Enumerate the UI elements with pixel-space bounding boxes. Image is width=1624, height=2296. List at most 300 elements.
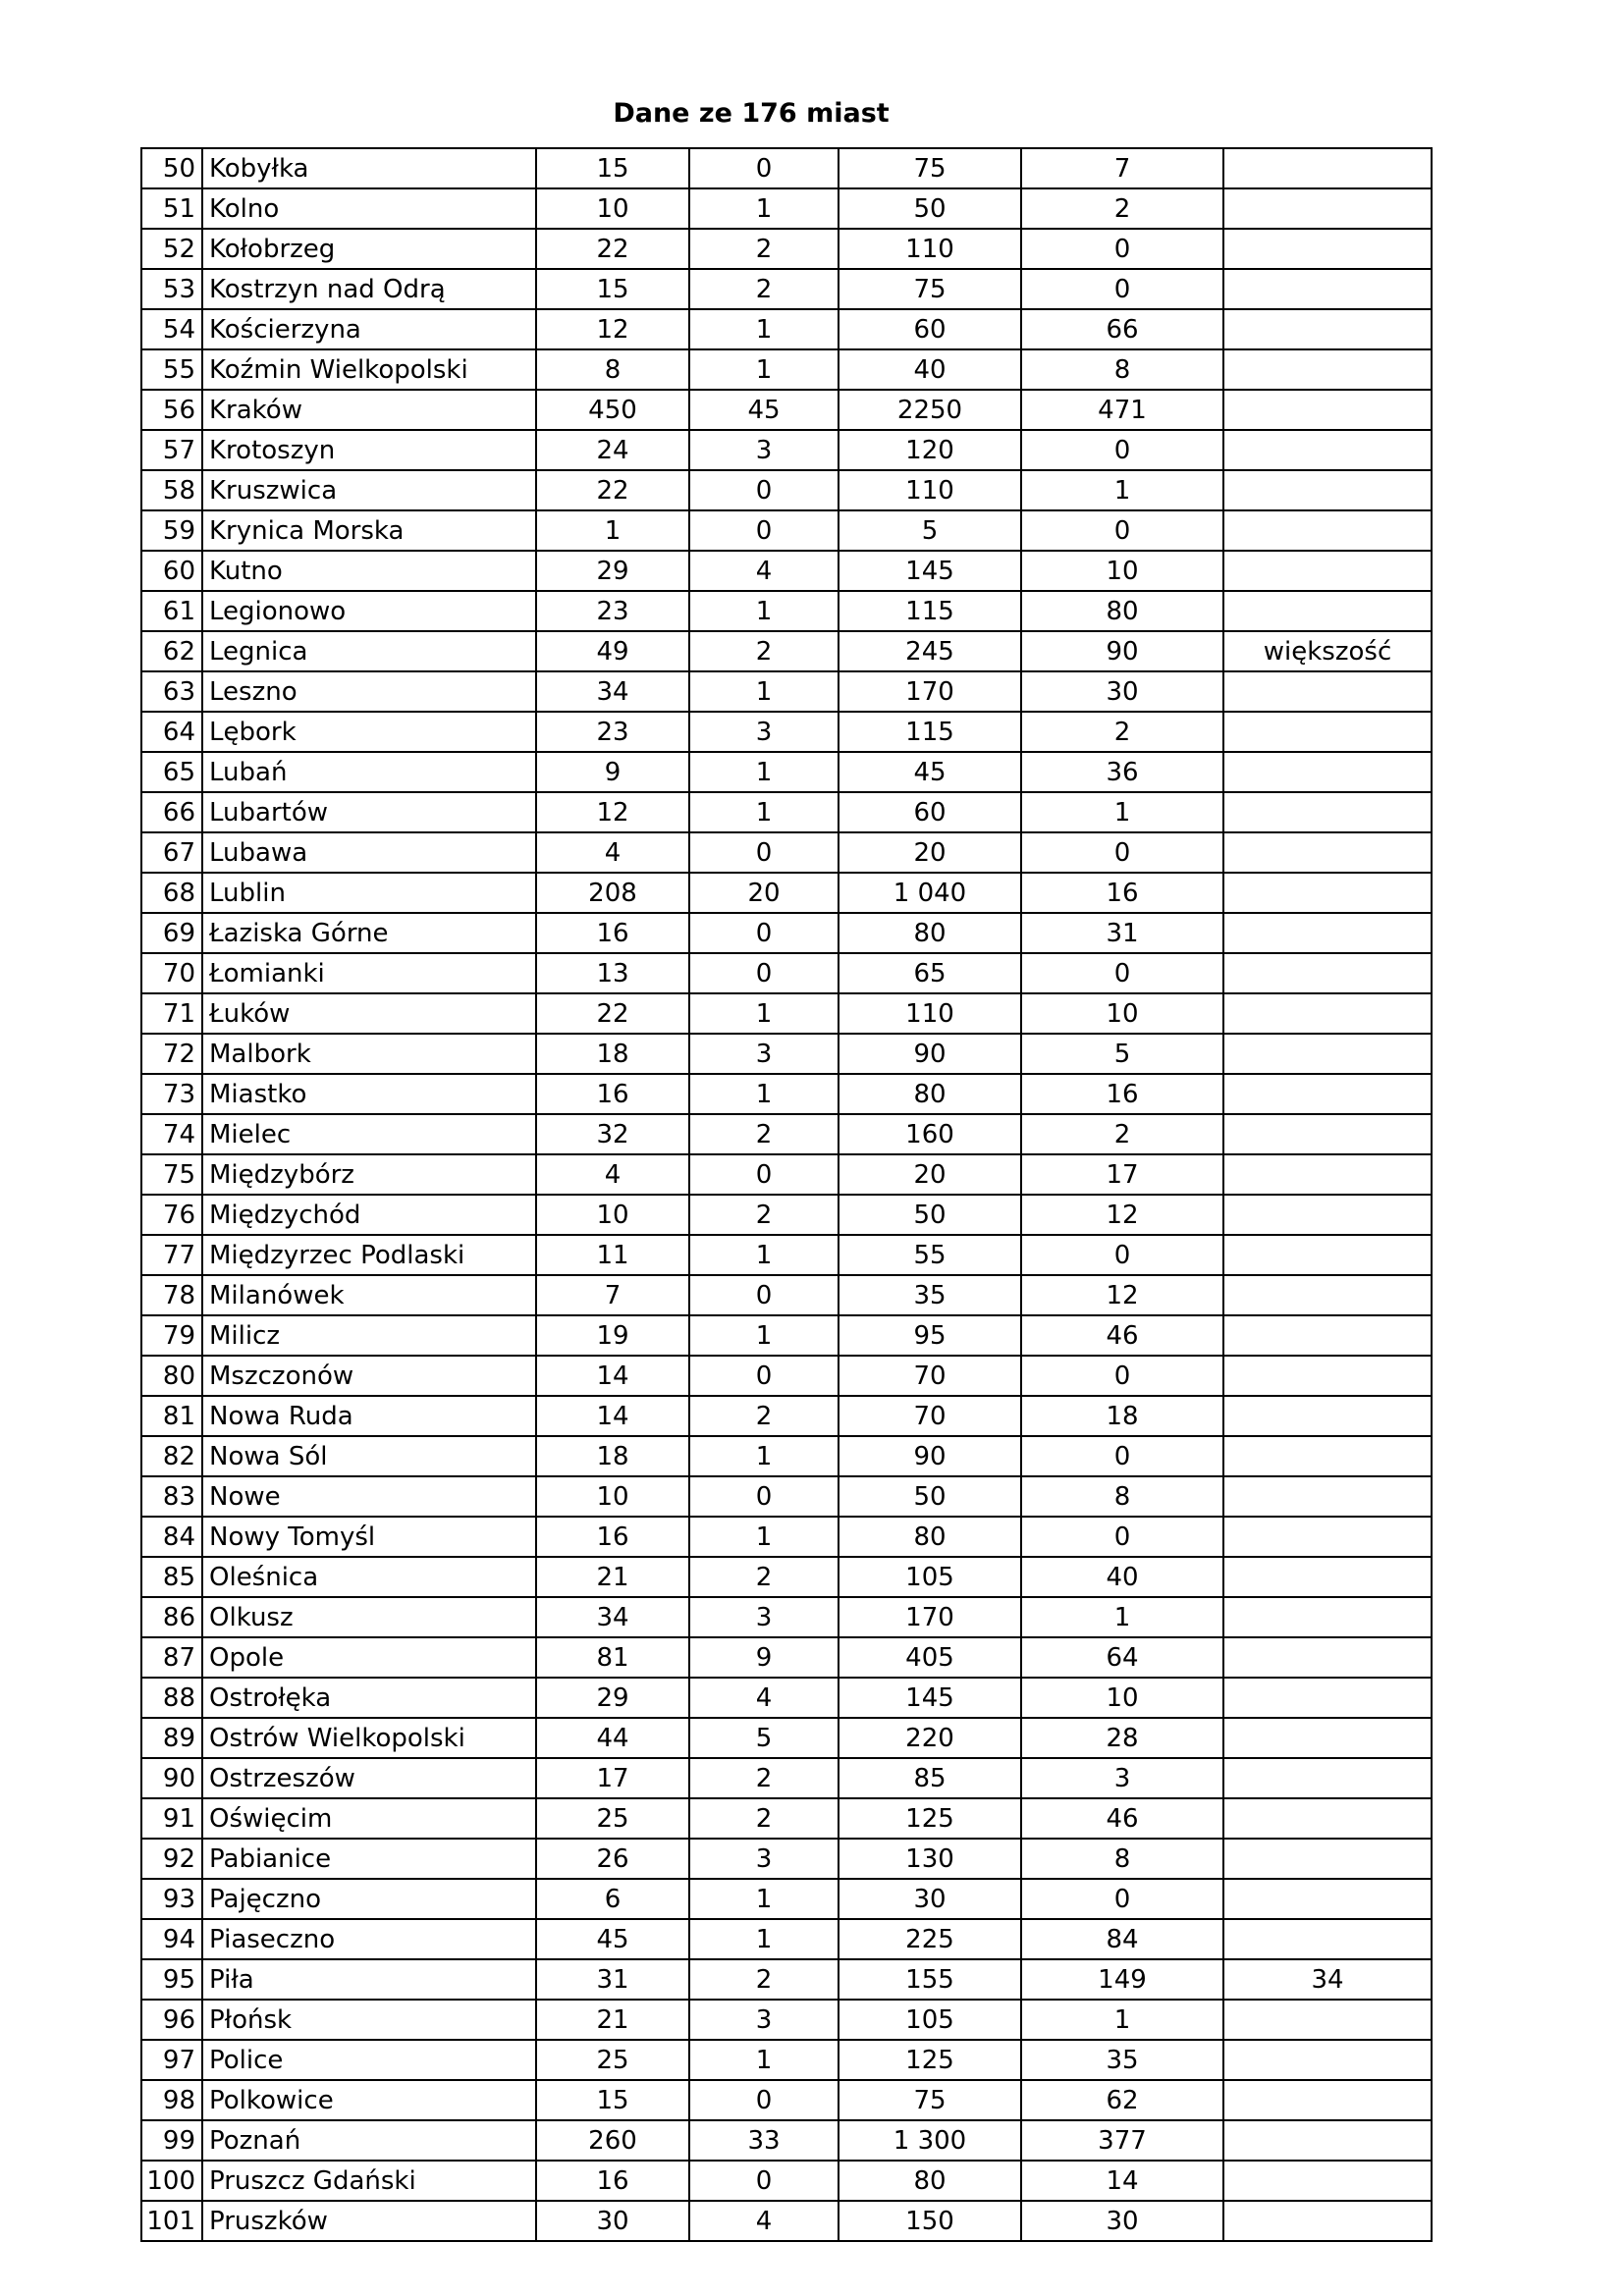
note-cell [1223,269,1432,309]
value-2-cell: 1 [689,1315,839,1356]
table-row [141,1476,1432,1517]
value-2-cell: 2 [689,1758,839,1798]
table-row [141,2161,1432,2201]
value-3-cell: 50 [839,1195,1021,1235]
table-row [141,1959,1432,2000]
table-row [141,591,1432,631]
value-2-cell: 2 [689,631,839,671]
value-2-cell: 0 [689,2161,839,2201]
row-number-cell: 71 [141,993,202,1034]
table-row [141,1396,1432,1436]
value-1-cell: 11 [536,1235,689,1275]
row-number-cell: 83 [141,1476,202,1517]
city-name-cell: Lubartów [202,792,536,832]
value-3-cell: 75 [839,269,1021,309]
value-4-cell: 30 [1021,2201,1223,2241]
value-1-cell: 30 [536,2201,689,2241]
value-1-cell: 6 [536,1879,689,1919]
value-4-cell: 0 [1021,953,1223,993]
value-4-cell: 2 [1021,188,1223,229]
city-name-cell: Łaziska Górne [202,913,536,953]
city-name-cell: Malbork [202,1034,536,1074]
value-3-cell: 170 [839,1597,1021,1637]
value-4-cell: 5 [1021,1034,1223,1074]
value-4-cell: 0 [1021,430,1223,470]
city-name-cell: Lubawa [202,832,536,873]
value-2-cell: 1 [689,2040,839,2080]
value-4-cell: 8 [1021,1476,1223,1517]
city-name-cell: Nowa Sól [202,1436,536,1476]
table-row [141,1154,1432,1195]
value-4-cell: 10 [1021,1678,1223,1718]
city-name-cell: Kolno [202,188,536,229]
table-row [141,792,1432,832]
value-1-cell: 450 [536,390,689,430]
value-2-cell: 4 [689,2201,839,2241]
value-3-cell: 60 [839,792,1021,832]
value-1-cell: 10 [536,1195,689,1235]
value-1-cell: 32 [536,1114,689,1154]
note-cell [1223,1798,1432,1839]
table-row [141,229,1432,269]
value-1-cell: 22 [536,993,689,1034]
table-row [141,953,1432,993]
city-name-cell: Pruszków [202,2201,536,2241]
value-3-cell: 70 [839,1396,1021,1436]
table-row [141,349,1432,390]
note-cell [1223,2161,1432,2201]
value-1-cell: 16 [536,2161,689,2201]
row-number-cell: 86 [141,1597,202,1637]
value-3-cell: 50 [839,1476,1021,1517]
city-name-cell: Kostrzyn nad Odrą [202,269,536,309]
city-name-cell: Opole [202,1637,536,1678]
table-row [141,712,1432,752]
row-number-cell: 68 [141,873,202,913]
note-cell [1223,1074,1432,1114]
note-cell [1223,1839,1432,1879]
note-cell [1223,1919,1432,1959]
value-4-cell: 14 [1021,2161,1223,2201]
value-3-cell: 70 [839,1356,1021,1396]
table-row [141,1034,1432,1074]
value-4-cell: 1 [1021,1597,1223,1637]
value-4-cell: 7 [1021,148,1223,188]
value-2-cell: 4 [689,1678,839,1718]
note-cell [1223,1154,1432,1195]
value-3-cell: 50 [839,188,1021,229]
value-1-cell: 23 [536,712,689,752]
value-1-cell: 21 [536,2000,689,2040]
value-3-cell: 125 [839,1798,1021,1839]
value-4-cell: 18 [1021,1396,1223,1436]
city-name-cell: Ostrów Wielkopolski [202,1718,536,1758]
value-1-cell: 9 [536,752,689,792]
table-row [141,1235,1432,1275]
value-2-cell: 1 [689,752,839,792]
note-cell [1223,2000,1432,2040]
row-number-cell: 97 [141,2040,202,2080]
value-4-cell: 2 [1021,712,1223,752]
value-1-cell: 26 [536,1839,689,1879]
note-cell [1223,148,1432,188]
value-4-cell: 10 [1021,993,1223,1034]
value-2-cell: 4 [689,551,839,591]
value-3-cell: 80 [839,1074,1021,1114]
value-1-cell: 4 [536,832,689,873]
row-number-cell: 85 [141,1557,202,1597]
value-2-cell: 0 [689,1356,839,1396]
value-4-cell: 0 [1021,510,1223,551]
note-cell [1223,1678,1432,1718]
row-number-cell: 63 [141,671,202,712]
value-2-cell: 0 [689,832,839,873]
value-4-cell: 149 [1021,1959,1223,2000]
value-3-cell: 170 [839,671,1021,712]
city-name-cell: Leszno [202,671,536,712]
value-4-cell: 471 [1021,390,1223,430]
note-cell [1223,1597,1432,1637]
value-2-cell: 3 [689,2000,839,2040]
note-cell [1223,591,1432,631]
table-row [141,551,1432,591]
value-3-cell: 85 [839,1758,1021,1798]
value-2-cell: 3 [689,712,839,752]
table-row [141,1839,1432,1879]
value-3-cell: 20 [839,832,1021,873]
row-number-cell: 55 [141,349,202,390]
city-name-cell: Mielec [202,1114,536,1154]
city-name-cell: Krotoszyn [202,430,536,470]
value-4-cell: 8 [1021,1839,1223,1879]
city-name-cell: Kraków [202,390,536,430]
value-1-cell: 260 [536,2120,689,2161]
note-cell [1223,430,1432,470]
value-2-cell: 20 [689,873,839,913]
city-name-cell: Pajęczno [202,1879,536,1919]
city-name-cell: Police [202,2040,536,2080]
value-4-cell: 1 [1021,792,1223,832]
value-1-cell: 14 [536,1396,689,1436]
table-row [141,913,1432,953]
note-cell [1223,470,1432,510]
row-number-cell: 74 [141,1114,202,1154]
value-3-cell: 115 [839,591,1021,631]
row-number-cell: 58 [141,470,202,510]
value-2-cell: 1 [689,309,839,349]
note-cell [1223,1034,1432,1074]
table-row [141,2080,1432,2120]
note-cell [1223,1758,1432,1798]
value-4-cell: 46 [1021,1798,1223,1839]
row-number-cell: 72 [141,1034,202,1074]
value-1-cell: 18 [536,1436,689,1476]
value-1-cell: 15 [536,269,689,309]
row-number-cell: 101 [141,2201,202,2241]
city-name-cell: Nowa Ruda [202,1396,536,1436]
value-3-cell: 80 [839,2161,1021,2201]
value-1-cell: 15 [536,148,689,188]
value-2-cell: 1 [689,591,839,631]
value-3-cell: 5 [839,510,1021,551]
table-row [141,671,1432,712]
note-cell [1223,1396,1432,1436]
row-number-cell: 79 [141,1315,202,1356]
row-number-cell: 90 [141,1758,202,1798]
row-number-cell: 96 [141,2000,202,2040]
note-cell [1223,2080,1432,2120]
city-name-cell: Miastko [202,1074,536,1114]
note-cell [1223,1436,1432,1476]
value-3-cell: 160 [839,1114,1021,1154]
value-1-cell: 17 [536,1758,689,1798]
note-cell [1223,1637,1432,1678]
value-1-cell: 25 [536,2040,689,2080]
value-4-cell: 62 [1021,2080,1223,2120]
value-2-cell: 2 [689,1114,839,1154]
value-4-cell: 0 [1021,832,1223,873]
row-number-cell: 54 [141,309,202,349]
cities-table [140,147,1433,2242]
value-3-cell: 80 [839,913,1021,953]
value-4-cell: 66 [1021,309,1223,349]
value-3-cell: 80 [839,1517,1021,1557]
value-3-cell: 125 [839,2040,1021,2080]
value-2-cell: 1 [689,1919,839,1959]
note-cell [1223,551,1432,591]
value-4-cell: 35 [1021,2040,1223,2080]
table-row [141,269,1432,309]
city-name-cell: Kościerzyna [202,309,536,349]
value-2-cell: 1 [689,1879,839,1919]
value-3-cell: 40 [839,349,1021,390]
table-row [141,2120,1432,2161]
row-number-cell: 88 [141,1678,202,1718]
value-4-cell: 80 [1021,591,1223,631]
note-cell [1223,1476,1432,1517]
city-name-cell: Olkusz [202,1597,536,1637]
table-row [141,148,1432,188]
note-cell [1223,510,1432,551]
row-number-cell: 53 [141,269,202,309]
table-row [141,993,1432,1034]
value-2-cell: 1 [689,671,839,712]
city-name-cell: Koźmin Wielkopolski [202,349,536,390]
table-row [141,873,1432,913]
value-4-cell: 3 [1021,1758,1223,1798]
value-2-cell: 1 [689,188,839,229]
row-number-cell: 84 [141,1517,202,1557]
note-cell [1223,349,1432,390]
value-3-cell: 130 [839,1839,1021,1879]
city-name-cell: Lębork [202,712,536,752]
value-4-cell: 46 [1021,1315,1223,1356]
row-number-cell: 89 [141,1718,202,1758]
city-name-cell: Mszczonów [202,1356,536,1396]
row-number-cell: 51 [141,188,202,229]
value-3-cell: 145 [839,1678,1021,1718]
table-row [141,1436,1432,1476]
value-4-cell: 0 [1021,1517,1223,1557]
row-number-cell: 67 [141,832,202,873]
table-row [141,1275,1432,1315]
note-cell [1223,1315,1432,1356]
row-number-cell: 76 [141,1195,202,1235]
value-4-cell: 84 [1021,1919,1223,1959]
note-cell [1223,2201,1432,2241]
value-3-cell: 90 [839,1436,1021,1476]
value-1-cell: 16 [536,1074,689,1114]
city-name-cell: Milicz [202,1315,536,1356]
row-number-cell: 60 [141,551,202,591]
value-2-cell: 0 [689,510,839,551]
value-2-cell: 0 [689,148,839,188]
note-cell [1223,2040,1432,2080]
value-4-cell: 0 [1021,1879,1223,1919]
row-number-cell: 91 [141,1798,202,1839]
value-1-cell: 18 [536,1034,689,1074]
value-4-cell: 377 [1021,2120,1223,2161]
value-1-cell: 208 [536,873,689,913]
row-number-cell: 99 [141,2120,202,2161]
city-name-cell: Piła [202,1959,536,2000]
value-1-cell: 24 [536,430,689,470]
value-2-cell: 2 [689,1959,839,2000]
value-4-cell: 16 [1021,873,1223,913]
value-1-cell: 23 [536,591,689,631]
value-3-cell: 30 [839,1879,1021,1919]
value-4-cell: 0 [1021,1356,1223,1396]
row-number-cell: 94 [141,1919,202,1959]
table-row [141,2000,1432,2040]
value-1-cell: 29 [536,551,689,591]
value-1-cell: 15 [536,2080,689,2120]
value-2-cell: 45 [689,390,839,430]
city-name-cell: Kobyłka [202,148,536,188]
note-cell [1223,1356,1432,1396]
note-cell [1223,832,1432,873]
value-3-cell: 45 [839,752,1021,792]
value-2-cell: 0 [689,1154,839,1195]
value-1-cell: 31 [536,1959,689,2000]
city-name-cell: Pruszcz Gdański [202,2161,536,2201]
city-name-cell: Legionowo [202,591,536,631]
city-name-cell: Kruszwica [202,470,536,510]
row-number-cell: 70 [141,953,202,993]
value-2-cell: 0 [689,2080,839,2120]
value-3-cell: 1 040 [839,873,1021,913]
note-cell [1223,188,1432,229]
table-row [141,2040,1432,2080]
value-3-cell: 95 [839,1315,1021,1356]
value-2-cell: 1 [689,1235,839,1275]
note-cell [1223,671,1432,712]
value-4-cell: 40 [1021,1557,1223,1597]
table-row [141,1637,1432,1678]
table-row [141,1114,1432,1154]
note-cell: 34 [1223,1959,1432,2000]
value-2-cell: 3 [689,430,839,470]
value-1-cell: 16 [536,913,689,953]
value-1-cell: 29 [536,1678,689,1718]
table-row [141,1074,1432,1114]
value-2-cell: 0 [689,470,839,510]
value-1-cell: 13 [536,953,689,993]
city-name-cell: Kołobrzeg [202,229,536,269]
note-cell [1223,712,1432,752]
value-3-cell: 2250 [839,390,1021,430]
city-name-cell: Łomianki [202,953,536,993]
value-3-cell: 65 [839,953,1021,993]
note-cell [1223,1557,1432,1597]
value-2-cell: 0 [689,953,839,993]
row-number-cell: 61 [141,591,202,631]
table-row [141,1718,1432,1758]
value-3-cell: 75 [839,148,1021,188]
note-cell [1223,1275,1432,1315]
city-name-cell: Kutno [202,551,536,591]
value-4-cell: 30 [1021,671,1223,712]
value-3-cell: 35 [839,1275,1021,1315]
note-cell [1223,1517,1432,1557]
city-name-cell: Polkowice [202,2080,536,2120]
note-cell [1223,1879,1432,1919]
value-3-cell: 110 [839,229,1021,269]
table-row [141,1557,1432,1597]
value-3-cell: 1 300 [839,2120,1021,2161]
note-cell [1223,309,1432,349]
note-cell [1223,993,1432,1034]
value-4-cell: 28 [1021,1718,1223,1758]
row-number-cell: 80 [141,1356,202,1396]
note-cell [1223,1235,1432,1275]
value-4-cell: 2 [1021,1114,1223,1154]
table-row [141,631,1432,671]
value-1-cell: 1 [536,510,689,551]
city-name-cell: Pabianice [202,1839,536,1879]
table-row [141,2201,1432,2241]
value-4-cell: 1 [1021,2000,1223,2040]
city-name-cell: Lublin [202,873,536,913]
value-3-cell: 245 [839,631,1021,671]
note-cell [1223,873,1432,913]
table-row [141,752,1432,792]
value-1-cell: 22 [536,229,689,269]
city-name-cell: Lubań [202,752,536,792]
value-1-cell: 34 [536,1597,689,1637]
table-row [141,1315,1432,1356]
row-number-cell: 82 [141,1436,202,1476]
value-2-cell: 33 [689,2120,839,2161]
table-row [141,1919,1432,1959]
table-row [141,1356,1432,1396]
value-2-cell: 3 [689,1034,839,1074]
value-1-cell: 19 [536,1315,689,1356]
value-3-cell: 90 [839,1034,1021,1074]
value-4-cell: 12 [1021,1195,1223,1235]
table-row [141,832,1432,873]
city-name-cell: Legnica [202,631,536,671]
row-number-cell: 69 [141,913,202,953]
value-2-cell: 2 [689,1195,839,1235]
row-number-cell: 100 [141,2161,202,2201]
value-4-cell: 8 [1021,349,1223,390]
value-3-cell: 75 [839,2080,1021,2120]
value-2-cell: 3 [689,1839,839,1879]
value-2-cell: 0 [689,1275,839,1315]
row-number-cell: 73 [141,1074,202,1114]
value-4-cell: 17 [1021,1154,1223,1195]
